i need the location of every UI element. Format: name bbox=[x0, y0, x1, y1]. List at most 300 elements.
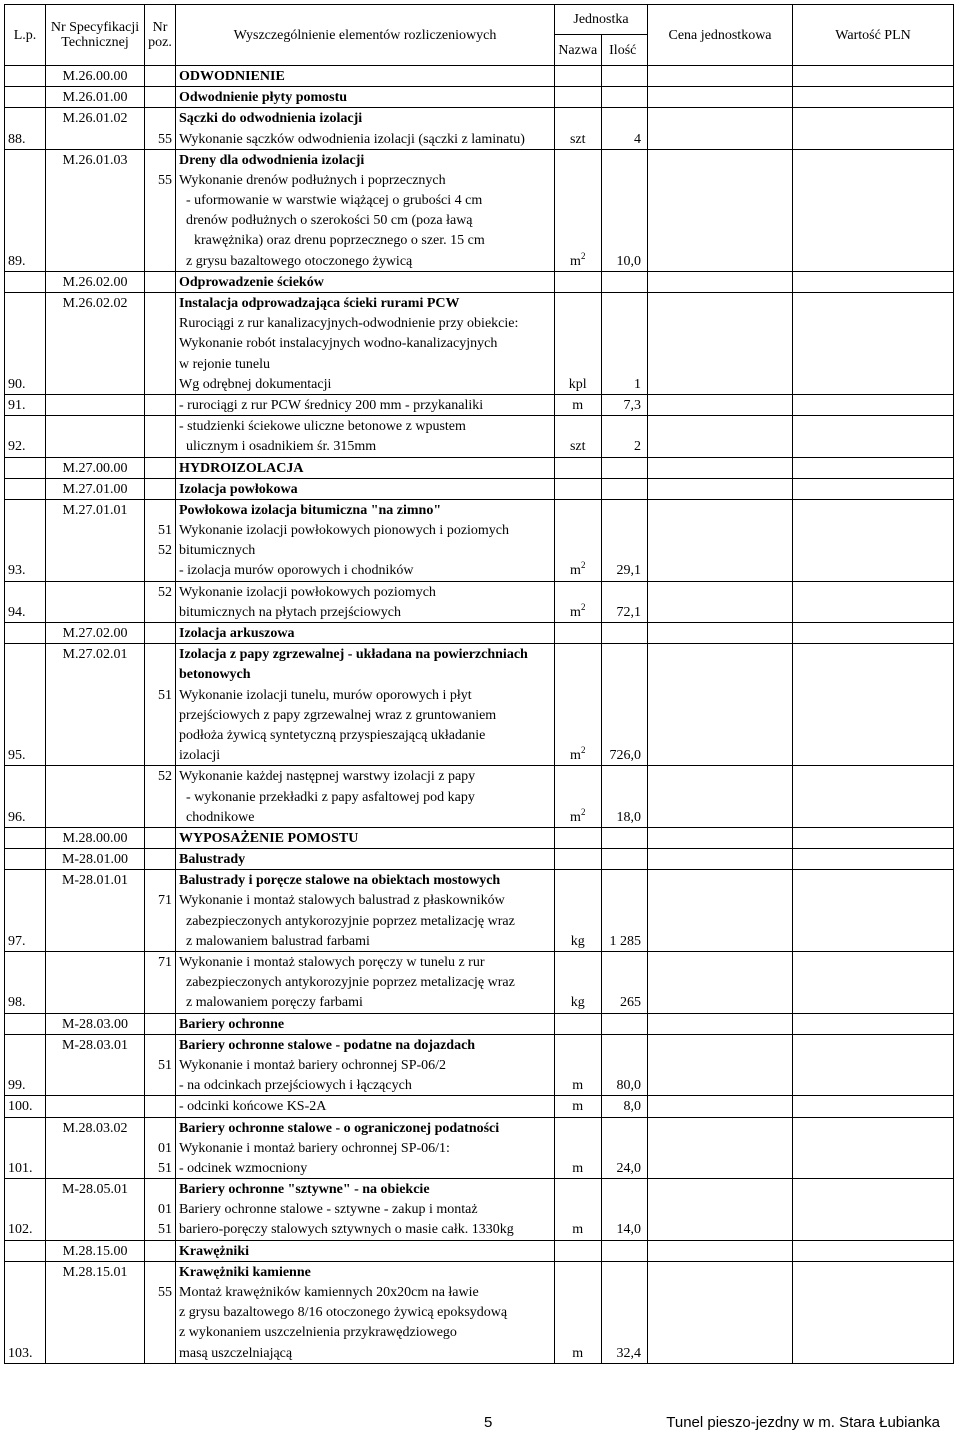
row-unit-cell bbox=[555, 911, 602, 931]
row-price-cell bbox=[648, 644, 793, 665]
page-number: 5 bbox=[484, 1414, 493, 1431]
row-description-cell: zabezpieczonych antykorozyjnie poprzez metalizację wraz bbox=[176, 911, 555, 931]
row-description-cell: - studzienki ściekowe uliczne betonowe z wpustem bbox=[176, 416, 555, 437]
row-lp-cell bbox=[5, 231, 46, 251]
row-quantity-cell: 7,3 bbox=[601, 395, 648, 416]
row-unit-cell: kpl bbox=[555, 374, 602, 395]
row-unit-cell: m bbox=[555, 1075, 602, 1096]
unit-exponent: 2 bbox=[580, 806, 586, 817]
row-value-cell bbox=[793, 561, 954, 582]
table-row bbox=[5, 952, 954, 973]
row-unit-cell bbox=[555, 149, 602, 170]
row-spec-cell: M.26.01.02 bbox=[46, 108, 145, 129]
row-lp-cell: 92. bbox=[5, 436, 46, 457]
row-poz-cell bbox=[145, 1013, 176, 1034]
row-spec-cell bbox=[46, 1055, 145, 1075]
row-quantity-cell bbox=[601, 170, 648, 190]
row-unit-cell bbox=[555, 354, 602, 374]
row-unit-cell bbox=[555, 108, 602, 129]
table-row bbox=[5, 1075, 954, 1096]
row-description-cell: - uformowanie w warstwie wiążącej o grubości 4 cm bbox=[176, 190, 555, 210]
row-spec-cell: M.26.02.00 bbox=[46, 271, 145, 292]
row-unit-cell bbox=[555, 891, 602, 911]
row-value-cell bbox=[793, 891, 954, 911]
row-lp-cell bbox=[5, 293, 46, 314]
row-value-cell bbox=[793, 1117, 954, 1138]
row-spec-cell bbox=[46, 745, 145, 766]
row-lp-cell bbox=[5, 972, 46, 992]
row-value-cell bbox=[793, 807, 954, 828]
row-quantity-cell bbox=[601, 664, 648, 684]
row-poz-cell bbox=[145, 664, 176, 684]
row-spec-cell bbox=[46, 1343, 145, 1364]
row-unit-cell bbox=[555, 952, 602, 973]
row-description-cell: Krawężniki bbox=[176, 1240, 555, 1261]
row-lp-cell bbox=[5, 1199, 46, 1219]
row-spec-cell bbox=[46, 685, 145, 705]
row-spec-cell bbox=[46, 374, 145, 395]
row-lp-cell bbox=[5, 190, 46, 210]
row-value-cell bbox=[793, 540, 954, 560]
row-poz-cell bbox=[145, 745, 176, 766]
row-lp-cell: 100. bbox=[5, 1096, 46, 1117]
row-price-cell bbox=[648, 992, 793, 1013]
table-row bbox=[5, 313, 954, 333]
row-value-cell bbox=[793, 478, 954, 499]
row-quantity-cell bbox=[601, 271, 648, 292]
row-price-cell bbox=[648, 251, 793, 272]
row-lp-cell bbox=[5, 1013, 46, 1034]
row-value-cell bbox=[793, 416, 954, 437]
row-description-cell: - izolacja murów oporowych i chodników bbox=[176, 561, 555, 582]
row-price-cell bbox=[648, 1034, 793, 1055]
row-description-cell: z grysu bazaltowego otoczonego żywicą bbox=[176, 251, 555, 272]
row-quantity-cell: 80,0 bbox=[601, 1075, 648, 1096]
row-price-cell bbox=[648, 581, 793, 602]
row-lp-cell bbox=[5, 870, 46, 891]
row-description-cell: bariero-poręczy stalowych sztywnych o masie całk. 1330kg bbox=[176, 1220, 555, 1241]
row-quantity-cell: 14,0 bbox=[601, 1220, 648, 1241]
row-unit-cell: m bbox=[555, 1158, 602, 1179]
row-price-cell bbox=[648, 333, 793, 353]
row-spec-cell: M-28.05.01 bbox=[46, 1179, 145, 1200]
row-value-cell bbox=[793, 664, 954, 684]
row-lp-cell: 89. bbox=[5, 251, 46, 272]
row-lp-cell bbox=[5, 1055, 46, 1075]
row-quantity-cell bbox=[601, 1302, 648, 1322]
row-price-cell bbox=[648, 313, 793, 333]
row-description-cell: Wg odrębnej dokumentacji bbox=[176, 374, 555, 395]
row-poz-cell: 52 bbox=[145, 766, 176, 787]
row-quantity-cell: 265 bbox=[601, 992, 648, 1013]
row-price-cell bbox=[648, 210, 793, 230]
row-quantity-cell bbox=[601, 1013, 648, 1034]
table-row bbox=[5, 1240, 954, 1261]
header-poz: Nr poz. bbox=[145, 5, 176, 66]
row-description-cell: betonowych bbox=[176, 664, 555, 684]
row-spec-cell bbox=[46, 231, 145, 251]
row-value-cell bbox=[793, 787, 954, 807]
row-lp-cell bbox=[5, 457, 46, 478]
row-price-cell bbox=[648, 766, 793, 787]
row-poz-cell bbox=[145, 66, 176, 87]
row-description-cell: Wykonanie izolacji powłokowych poziomych bbox=[176, 581, 555, 602]
row-quantity-cell: 10,0 bbox=[601, 251, 648, 272]
row-price-cell bbox=[648, 705, 793, 725]
row-unit-cell bbox=[555, 685, 602, 705]
row-description-cell: Izolacja z papy zgrzewalnej - układana na powierzchniach bbox=[176, 644, 555, 665]
row-poz-cell bbox=[145, 395, 176, 416]
table-row bbox=[5, 129, 954, 150]
unit-exponent: 2 bbox=[580, 601, 586, 612]
row-unit-cell bbox=[555, 1179, 602, 1200]
table-row bbox=[5, 581, 954, 602]
row-unit-cell: m bbox=[555, 1343, 602, 1364]
row-price-cell bbox=[648, 1138, 793, 1158]
row-description-cell: Wykonanie drenów podłużnych i poprzecznych bbox=[176, 170, 555, 190]
table-row bbox=[5, 1282, 954, 1302]
row-price-cell bbox=[648, 1179, 793, 1200]
row-lp-cell bbox=[5, 1117, 46, 1138]
row-price-cell bbox=[648, 787, 793, 807]
row-price-cell bbox=[648, 1199, 793, 1219]
table-row bbox=[5, 540, 954, 560]
row-unit-cell bbox=[555, 561, 602, 582]
document-title: Tunel pieszo-jezdny w m. Stara Łubianka bbox=[666, 1414, 940, 1431]
row-spec-cell bbox=[46, 1199, 145, 1219]
row-value-cell bbox=[793, 1343, 954, 1364]
row-spec-cell bbox=[46, 1138, 145, 1158]
row-quantity-cell bbox=[601, 644, 648, 665]
row-value-cell bbox=[793, 170, 954, 190]
row-quantity-cell bbox=[601, 827, 648, 848]
row-unit-cell bbox=[555, 170, 602, 190]
row-poz-cell bbox=[145, 602, 176, 623]
row-quantity-cell bbox=[601, 849, 648, 870]
row-value-cell bbox=[793, 1199, 954, 1219]
row-poz-cell bbox=[145, 354, 176, 374]
row-value-cell bbox=[793, 1240, 954, 1261]
row-price-cell bbox=[648, 849, 793, 870]
row-poz-cell bbox=[145, 1179, 176, 1200]
table-row bbox=[5, 891, 954, 911]
row-quantity-cell bbox=[601, 313, 648, 333]
row-lp-cell: 93. bbox=[5, 561, 46, 582]
row-price-cell bbox=[648, 870, 793, 891]
row-spec-cell bbox=[46, 1220, 145, 1241]
row-unit-cell bbox=[555, 1117, 602, 1138]
row-unit-cell bbox=[555, 87, 602, 108]
row-lp-cell bbox=[5, 685, 46, 705]
row-spec-cell bbox=[46, 891, 145, 911]
row-quantity-cell bbox=[601, 1117, 648, 1138]
row-lp-cell: 91. bbox=[5, 395, 46, 416]
table-row bbox=[5, 1220, 954, 1241]
row-lp-cell bbox=[5, 644, 46, 665]
row-quantity-cell bbox=[601, 416, 648, 437]
row-lp-cell bbox=[5, 149, 46, 170]
table-row bbox=[5, 1013, 954, 1034]
row-quantity-cell bbox=[601, 354, 648, 374]
row-value-cell bbox=[793, 231, 954, 251]
row-poz-cell bbox=[145, 623, 176, 644]
row-spec-cell bbox=[46, 129, 145, 150]
row-lp-cell bbox=[5, 87, 46, 108]
row-lp-cell bbox=[5, 170, 46, 190]
row-description-cell: bitumicznych bbox=[176, 540, 555, 560]
row-value-cell bbox=[793, 992, 954, 1013]
table-row bbox=[5, 1199, 954, 1219]
table-row bbox=[5, 787, 954, 807]
row-quantity-cell bbox=[601, 685, 648, 705]
row-price-cell bbox=[648, 1055, 793, 1075]
row-quantity-cell: 24,0 bbox=[601, 1158, 648, 1179]
row-description-cell: Dreny dla odwodnienia izolacji bbox=[176, 149, 555, 170]
row-value-cell bbox=[793, 685, 954, 705]
row-unit-cell bbox=[555, 499, 602, 520]
row-unit-cell bbox=[555, 231, 602, 251]
row-poz-cell: 71 bbox=[145, 891, 176, 911]
row-poz-cell: 55 bbox=[145, 170, 176, 190]
row-poz-cell bbox=[145, 807, 176, 828]
table-row bbox=[5, 1322, 954, 1342]
row-price-cell bbox=[648, 807, 793, 828]
row-poz-cell bbox=[145, 1075, 176, 1096]
table-row bbox=[5, 972, 954, 992]
row-value-cell bbox=[793, 1322, 954, 1342]
row-description-cell: Wykonanie i montaż stalowych poręczy w tunelu z rur bbox=[176, 952, 555, 973]
row-poz-cell bbox=[145, 870, 176, 891]
row-description-cell: Wykonanie robót instalacyjnych wodno-kanalizacyjnych bbox=[176, 333, 555, 353]
row-quantity-cell bbox=[601, 87, 648, 108]
row-lp-cell bbox=[5, 581, 46, 602]
row-spec-cell: M-28.03.01 bbox=[46, 1034, 145, 1055]
unit-exponent: 2 bbox=[580, 745, 586, 756]
row-poz-cell bbox=[145, 416, 176, 437]
row-price-cell bbox=[648, 1302, 793, 1322]
row-price-cell bbox=[648, 87, 793, 108]
row-quantity-cell: 1 285 bbox=[601, 931, 648, 952]
row-unit-cell bbox=[555, 664, 602, 684]
row-unit-cell bbox=[555, 66, 602, 87]
row-lp-cell bbox=[5, 313, 46, 333]
row-price-cell bbox=[648, 891, 793, 911]
row-description-cell: Instalacja odprowadzająca ścieki rurami PCW bbox=[176, 293, 555, 314]
row-spec-cell bbox=[46, 170, 145, 190]
row-price-cell bbox=[648, 745, 793, 766]
row-quantity-cell bbox=[601, 1034, 648, 1055]
row-lp-cell bbox=[5, 664, 46, 684]
row-lp-cell bbox=[5, 1282, 46, 1302]
row-unit-cell bbox=[555, 644, 602, 665]
row-poz-cell bbox=[145, 87, 176, 108]
row-poz-cell bbox=[145, 231, 176, 251]
header-spec: Nr Specyfikacji Technicznej bbox=[46, 5, 145, 66]
row-price-cell bbox=[648, 602, 793, 623]
row-lp-cell bbox=[5, 952, 46, 973]
row-lp-cell bbox=[5, 766, 46, 787]
row-poz-cell: 55 bbox=[145, 1282, 176, 1302]
row-value-cell bbox=[793, 1302, 954, 1322]
row-unit-cell bbox=[555, 457, 602, 478]
row-lp-cell bbox=[5, 540, 46, 560]
row-price-cell bbox=[648, 1117, 793, 1138]
row-value-cell bbox=[793, 190, 954, 210]
row-quantity-cell bbox=[601, 149, 648, 170]
row-quantity-cell bbox=[601, 1179, 648, 1200]
row-description-cell: z wykonaniem uszczelnienia przykrawędziowego bbox=[176, 1322, 555, 1342]
row-poz-cell bbox=[145, 499, 176, 520]
row-price-cell bbox=[648, 149, 793, 170]
row-poz-cell bbox=[145, 827, 176, 848]
row-spec-cell: M.27.02.01 bbox=[46, 644, 145, 665]
table-row bbox=[5, 1343, 954, 1364]
row-price-cell bbox=[648, 354, 793, 374]
row-poz-cell bbox=[145, 849, 176, 870]
row-value-cell bbox=[793, 499, 954, 520]
row-description-cell: Sączki do odwodnienia izolacji bbox=[176, 108, 555, 129]
row-quantity-cell: 72,1 bbox=[601, 602, 648, 623]
row-description-cell: Wykonanie izolacji powłokowych pionowych i poziomych bbox=[176, 520, 555, 540]
row-unit-cell: m bbox=[555, 1096, 602, 1117]
table-row bbox=[5, 520, 954, 540]
row-value-cell bbox=[793, 251, 954, 272]
row-spec-cell: M.27.01.01 bbox=[46, 499, 145, 520]
table-row bbox=[5, 705, 954, 725]
row-poz-cell bbox=[145, 149, 176, 170]
row-price-cell bbox=[648, 1096, 793, 1117]
row-spec-cell bbox=[46, 1096, 145, 1117]
row-quantity-cell bbox=[601, 725, 648, 745]
header-unit-price: Cena jednostkowa bbox=[648, 5, 793, 66]
row-value-cell bbox=[793, 870, 954, 891]
row-poz-cell bbox=[145, 1096, 176, 1117]
header-value: Wartość PLN bbox=[793, 5, 954, 66]
row-value-cell bbox=[793, 1179, 954, 1200]
row-spec-cell: M.27.02.00 bbox=[46, 623, 145, 644]
row-quantity-cell bbox=[601, 1322, 648, 1342]
row-description-cell: Wykonanie i montaż bariery ochronnej SP-06/1: bbox=[176, 1138, 555, 1158]
row-unit-cell: szt bbox=[555, 129, 602, 150]
row-value-cell bbox=[793, 520, 954, 540]
row-price-cell bbox=[648, 416, 793, 437]
table-row bbox=[5, 992, 954, 1013]
table-row bbox=[5, 685, 954, 705]
row-description-cell: - na odcinkach przejściowych i łączących bbox=[176, 1075, 555, 1096]
row-price-cell bbox=[648, 952, 793, 973]
row-description-cell: Balustrady i poręcze stalowe na obiektach mostowych bbox=[176, 870, 555, 891]
row-description-cell: krawężnika) oraz drenu poprzecznego o szer. 15 cm bbox=[176, 231, 555, 251]
row-unit-cell bbox=[555, 1034, 602, 1055]
row-price-cell bbox=[648, 1013, 793, 1034]
row-quantity-cell bbox=[601, 766, 648, 787]
row-quantity-cell bbox=[601, 581, 648, 602]
row-quantity-cell bbox=[601, 705, 648, 725]
row-lp-cell: 96. bbox=[5, 807, 46, 828]
table-row bbox=[5, 333, 954, 353]
row-price-cell bbox=[648, 1261, 793, 1282]
row-poz-cell: 71 bbox=[145, 952, 176, 973]
row-unit-cell bbox=[555, 293, 602, 314]
row-spec-cell: M-28.03.00 bbox=[46, 1013, 145, 1034]
row-unit-cell: m bbox=[555, 395, 602, 416]
row-lp-cell bbox=[5, 891, 46, 911]
row-quantity-cell bbox=[601, 540, 648, 560]
unit-exponent: 2 bbox=[580, 250, 586, 261]
row-poz-cell bbox=[145, 972, 176, 992]
row-quantity-cell bbox=[601, 1261, 648, 1282]
row-spec-cell bbox=[46, 705, 145, 725]
row-unit-cell bbox=[555, 478, 602, 499]
row-poz-cell bbox=[145, 333, 176, 353]
row-description-cell: WYPOSAŻENIE POMOSTU bbox=[176, 827, 555, 848]
table-row bbox=[5, 849, 954, 870]
row-price-cell bbox=[648, 664, 793, 684]
row-value-cell bbox=[793, 1055, 954, 1075]
row-unit-cell bbox=[555, 1199, 602, 1219]
row-value-cell bbox=[793, 293, 954, 314]
row-quantity-cell: 2 bbox=[601, 436, 648, 457]
row-poz-cell bbox=[145, 210, 176, 230]
row-quantity-cell bbox=[601, 190, 648, 210]
row-lp-cell: 99. bbox=[5, 1075, 46, 1096]
row-spec-cell bbox=[46, 992, 145, 1013]
row-unit-cell bbox=[555, 1055, 602, 1075]
row-lp-cell: 94. bbox=[5, 602, 46, 623]
row-spec-cell bbox=[46, 395, 145, 416]
row-quantity-cell: 8,0 bbox=[601, 1096, 648, 1117]
row-value-cell bbox=[793, 931, 954, 952]
row-poz-cell bbox=[145, 1322, 176, 1342]
row-unit-cell bbox=[555, 1261, 602, 1282]
table-row bbox=[5, 436, 954, 457]
row-unit-cell: szt bbox=[555, 436, 602, 457]
row-spec-cell bbox=[46, 313, 145, 333]
row-price-cell bbox=[648, 231, 793, 251]
row-price-cell bbox=[648, 931, 793, 952]
row-price-cell bbox=[648, 911, 793, 931]
row-lp-cell bbox=[5, 725, 46, 745]
row-description-cell: Wykonanie sączków odwodnienia izolacji (sączki z laminatu) bbox=[176, 129, 555, 150]
row-value-cell bbox=[793, 1220, 954, 1241]
unit-text: m bbox=[570, 748, 581, 764]
row-quantity-cell bbox=[601, 1138, 648, 1158]
row-value-cell bbox=[793, 374, 954, 395]
table-row bbox=[5, 911, 954, 931]
row-lp-cell bbox=[5, 1322, 46, 1342]
row-poz-cell bbox=[145, 374, 176, 395]
unit-text: m bbox=[570, 563, 581, 579]
row-quantity-cell bbox=[601, 457, 648, 478]
row-spec-cell bbox=[46, 354, 145, 374]
table-row bbox=[5, 354, 954, 374]
unit-text: m bbox=[570, 253, 581, 269]
table-row bbox=[5, 499, 954, 520]
row-quantity-cell: 4 bbox=[601, 129, 648, 150]
row-unit-cell bbox=[555, 520, 602, 540]
row-value-cell bbox=[793, 149, 954, 170]
row-description-cell: masą uszczelniającą bbox=[176, 1343, 555, 1364]
row-spec-cell bbox=[46, 251, 145, 272]
row-price-cell bbox=[648, 271, 793, 292]
row-poz-cell bbox=[145, 705, 176, 725]
unit-exponent: 2 bbox=[580, 560, 586, 571]
row-unit-cell bbox=[555, 251, 602, 272]
row-quantity-cell: 726,0 bbox=[601, 745, 648, 766]
row-description-cell: Odprowadzenie ścieków bbox=[176, 271, 555, 292]
table-row bbox=[5, 623, 954, 644]
row-poz-cell bbox=[145, 725, 176, 745]
